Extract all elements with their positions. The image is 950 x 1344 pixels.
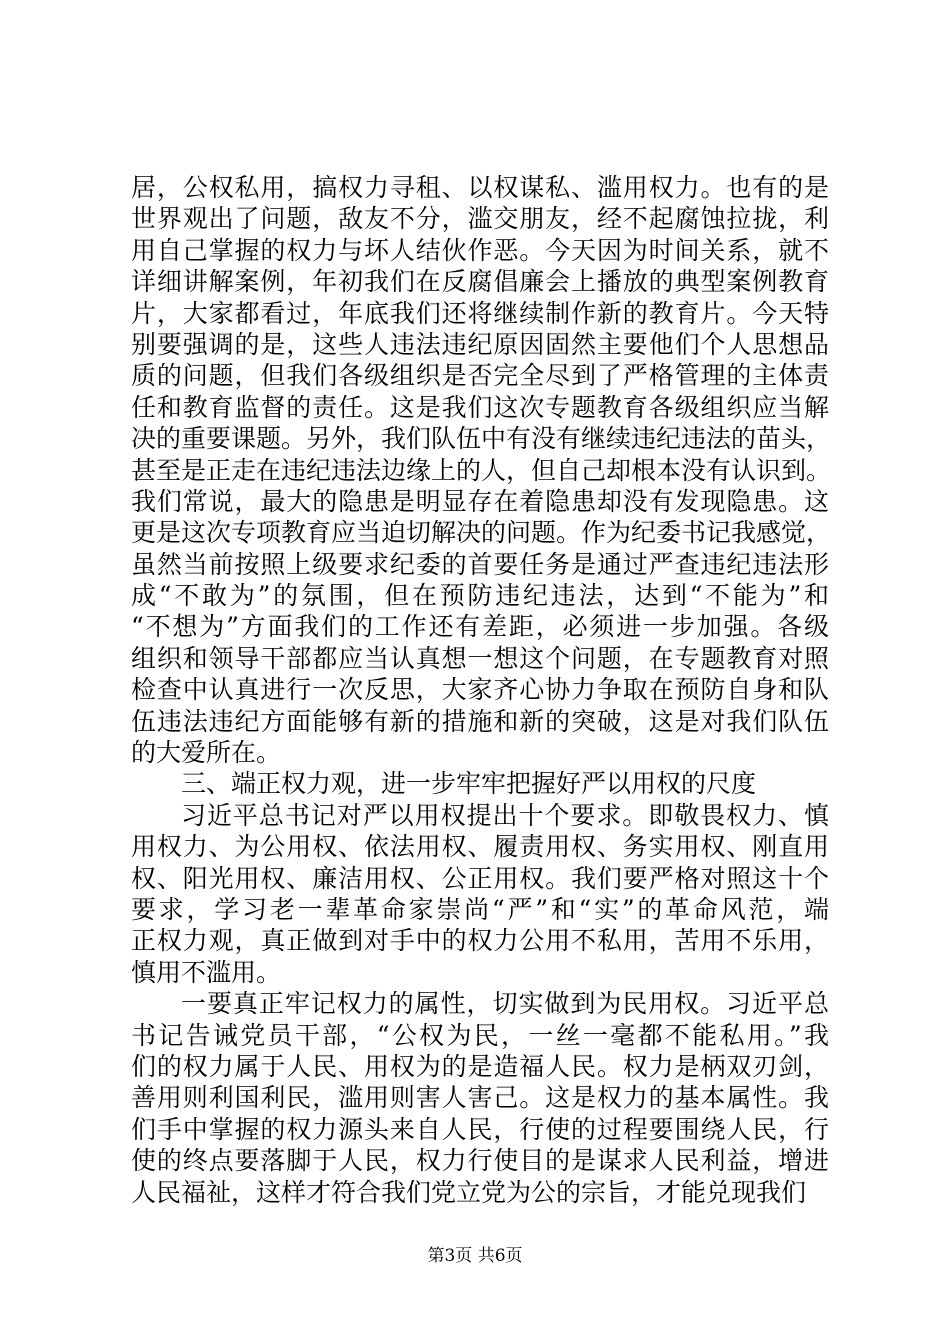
paragraph	[131, 768, 829, 799]
paragraph	[131, 800, 829, 988]
text-line: 别要强调的是，这些人违法违纪原因固然主要他们个人思想品	[131, 329, 829, 359]
page-footer	[0, 1244, 950, 1268]
text-line: 使的终点要落脚于人民，权力行使目的是谋求人民利益，增进	[131, 1146, 829, 1176]
text-line: 书记告诫党员干部，“公权为民，一丝一毫都不能私用。”我	[131, 1020, 829, 1050]
text-line: 习近平总书记对严以用权提出十个要求。即敬畏权力、慎	[181, 800, 829, 830]
text-line: 们的权力属于人民、用权为的是造福人民。权力是柄双刃剑，	[131, 1051, 829, 1081]
text-line: 们手中掌握的权力源头来自人民，行使的过程要围绕人民，行	[131, 1114, 829, 1144]
text-line: 任和教育监督的责任。这是我们这次专题教育各级组织应当解	[131, 392, 829, 422]
text-line: 决的重要课题。另外，我们队伍中有没有继续违纪违法的苗头，	[131, 424, 832, 454]
text-line: 用自己掌握的权力与坏人结伙作恶。今天因为时间关系，就不	[131, 235, 829, 265]
text-line: 人民福祉，这样才符合我们党立党为公的宗旨，才能兑现我们	[131, 1177, 807, 1207]
text-line: 世界观出了问题，敌友不分，滥交朋友，经不起腐蚀拉拢，利	[131, 204, 829, 234]
text-line: 质的问题，但我们各级组织是否完全尽到了严格管理的主体责	[131, 361, 829, 391]
paragraph	[131, 988, 829, 1208]
page-number: 第3页 共6页	[427, 1246, 523, 1266]
text-line: 详细讲解案例，年初我们在反腐倡廉会上播放的典型案例教育	[131, 267, 829, 297]
text-line: 善用则利国利民，滥用则害人害己。这是权力的基本属性。我	[131, 1083, 829, 1113]
text-line: 正权力观，真正做到对手中的权力公用不私用，苦用不乐用，	[131, 926, 829, 956]
paragraph	[131, 172, 832, 768]
text-line: 慎用不滥用。	[131, 957, 282, 987]
document-body	[131, 172, 832, 1208]
text-line: “不想为”方面我们的工作还有差距，必须进一步加强。各级	[131, 612, 829, 642]
text-line: 我们常说，最大的隐患是明显存在着隐患却没有发现隐患。这	[131, 486, 829, 516]
text-line: 要求，学习老一辈革命家崇尚“严”和“实”的革命风范，端	[131, 894, 829, 924]
text-line: 伍违法违纪方面能够有新的措施和新的突破，这是对我们队伍	[131, 706, 829, 736]
text-line: 一要真正牢记权力的属性，切实做到为民用权。习近平总	[181, 989, 829, 1019]
text-line: 片，大家都看过，年底我们还将继续制作新的教育片。今天特	[131, 298, 829, 328]
text-line: 居，公权私用，搞权力寻租、以权谋私、滥用权力。也有的是	[131, 173, 829, 202]
text-line: 权、阳光用权、廉洁用权、公正用权。我们要严格对照这十个	[131, 863, 829, 893]
text-line: 的大爱所在。	[131, 738, 282, 768]
text-line: 更是这次专项教育应当迫切解决的问题。作为纪委书记我感觉，	[131, 518, 832, 548]
text-line: 检查中认真进行一次反思，大家齐心协力争取在预防自身和队	[131, 675, 829, 705]
text-line: 成“不敢为”的氛围，但在预防违纪违法，达到“不能为”和	[131, 581, 829, 611]
text-line: 三、端正权力观，进一步牢牢把握好严以用权的尺度	[181, 769, 757, 799]
text-line: 甚至是正走在违纪违法边缘上的人，但自己却根本没有认识到。	[131, 455, 832, 485]
text-line: 虽然当前按照上级要求纪委的首要任务是通过严查违纪违法形	[131, 549, 829, 579]
text-line: 用权力、为公用权、依法用权、履责用权、务实用权、刚直用	[131, 832, 829, 862]
text-line: 组织和领导干部都应当认真想一想这个问题，在专题教育对照	[131, 643, 829, 673]
